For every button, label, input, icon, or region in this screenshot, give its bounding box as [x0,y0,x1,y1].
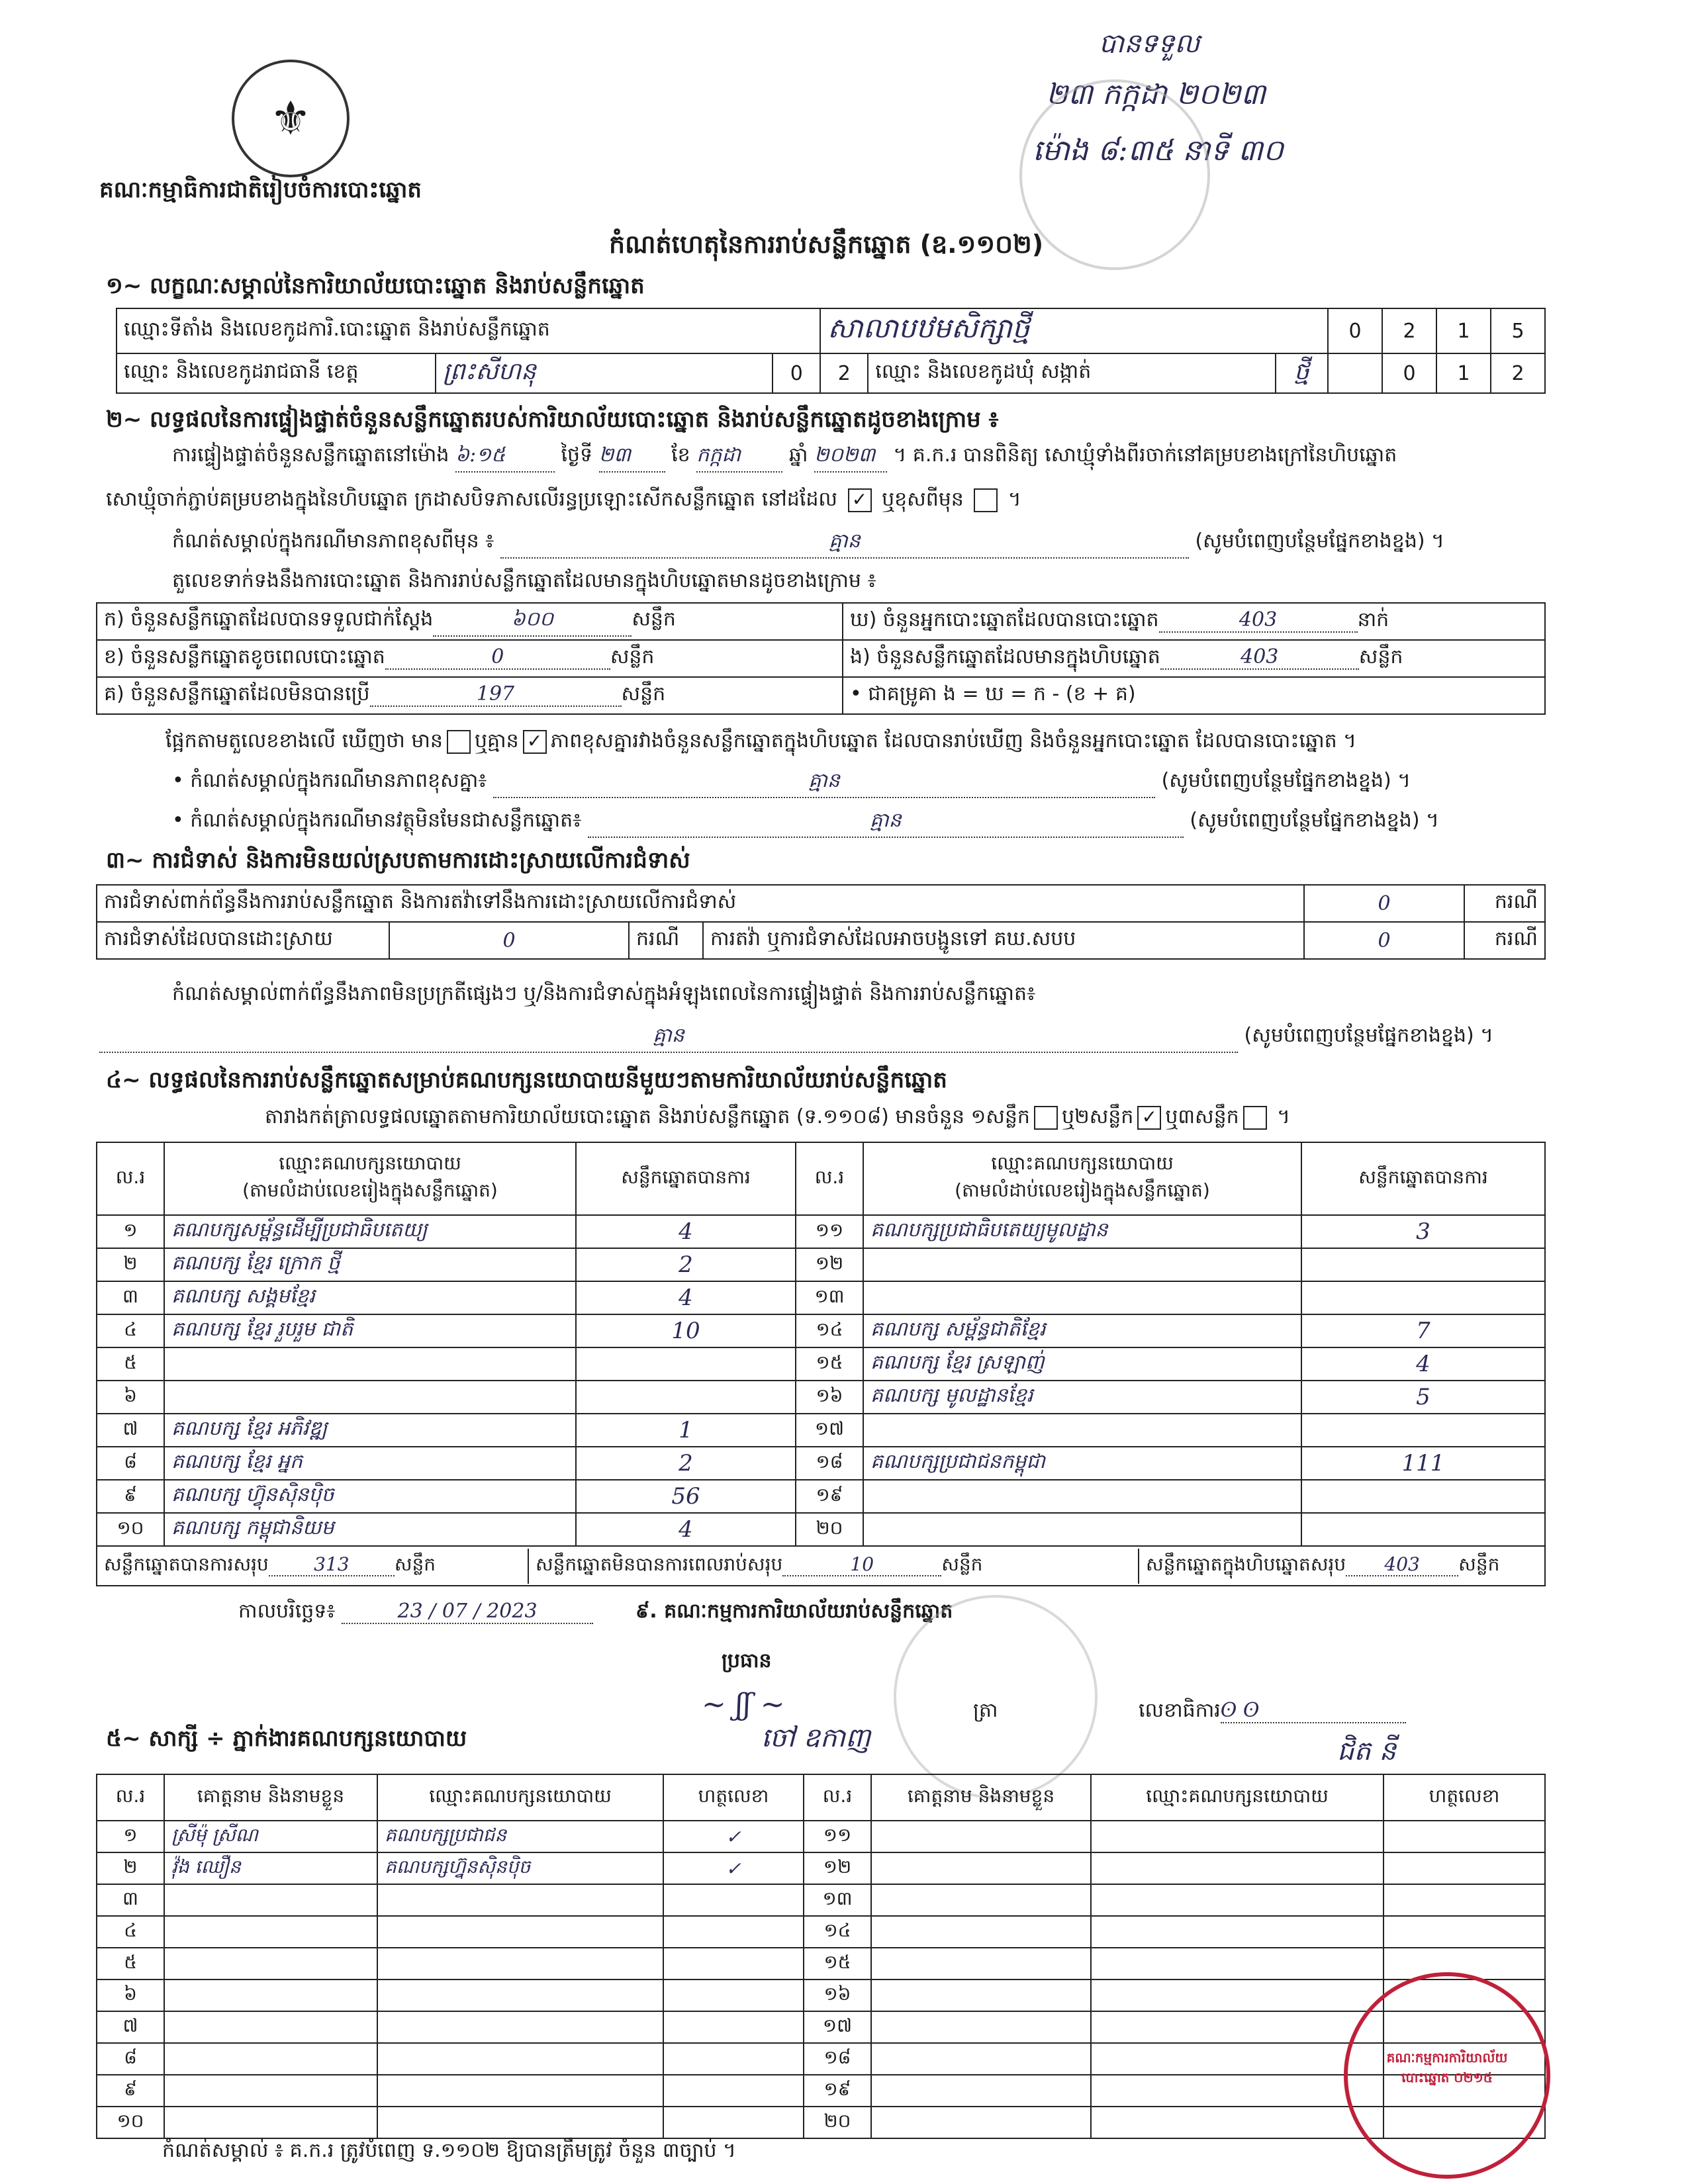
section2-title: ២~ លទ្ធផលនៃការផ្ទៀងផ្ទាត់ចំនួនសន្លឹកឆ្នោតរបស់ការិយាល័យបោះឆ្នោត និងរាប់សន្លឹកឆ្នោតដូចខាងក្រោម ៖ [106,406,999,433]
official-red-stamp: គណៈកម្មការការិយាល័យបោះឆ្នោត ០២១៥ [1344,1972,1550,2179]
row-number: ៦ [97,1979,164,2011]
witness-party [1091,1916,1383,1948]
party-votes [1301,1480,1545,1513]
unchanged-checkbox[interactable]: ✓ [848,488,872,512]
party-votes: 111 [1301,1447,1545,1480]
sheet-3-checkbox[interactable] [1243,1106,1267,1130]
witness-name [871,1821,1091,1852]
witness-party [377,2011,663,2043]
receipt-date: ២៣ កក្កដា ២០២៣ [1046,77,1266,111]
row-number: ៥ [97,1347,164,1381]
row-number: ៣ [97,1281,164,1314]
witness-name [164,1979,377,2011]
row-number: ៧ [97,2011,164,2043]
table-row [97,1314,1545,1347]
table-row [97,1884,1545,1916]
witness-signature [663,2075,804,2107]
witness-party [1091,1884,1383,1916]
witness-name [871,2011,1091,2043]
row-number: ៧ [97,1414,164,1447]
witness-party [1091,1852,1383,1884]
row-number: ១៧ [796,1414,863,1447]
party-votes: 5 [1301,1381,1545,1414]
witness-table: ល.រ គោត្តនាម និងនាមខ្លួន ឈ្មោះគណបក្សនយោបាយ ហត្ថលេខា ល.រ គោត្តនាម និងនាមខ្លួន ឈ្មោះគណបក្សនយោបាយ ហត្ថលេខា ១ ស្រីម៉ុ ស្រីណ គណបក្សប្រជាជន ✓ ១១ ២ វ៉ុង ឈឿន គណបក្សហ្វ៊ុនស៊ិនប៉ិច ✓ ១២ ៣ ១៣ ៤ ១៤ ៥ ១៥ ៦ ១៦ ៧ ១៧ ៨ ១៨ ៩ ១៩ ១០ ២០ [96,1774,1546,2139]
witness-party [377,1916,663,1948]
witness-party: គណបក្សប្រជាជន [377,1821,663,1852]
section2-para2: សោឃ្មុំចាក់ភ្ជាប់គម្របខាងក្នុងនៃហិបឆ្នោត ក្រដាសបិទភាសលើរន្ធប្រឡោះសើកសន្លឹកឆ្នោត នៅដដែល ✓ ឬខុសពីមុន ។ [106,488,1021,511]
witness-party [377,1884,663,1916]
witness-signature [663,2043,804,2075]
secretary-label: លេខាធិការʘ ʘ [1139,1698,1406,1727]
party-name [164,1381,576,1414]
witness-name: ស្រីម៉ុ ស្រីណ [164,1821,377,1852]
verify-day: ២៣ [599,442,665,473]
party-votes: 2 [576,1447,796,1480]
witness-signature [1383,1884,1545,1916]
complaints-table: ការជំទាស់ពាក់ព័ន្ធនឹងការរាប់សន្លឹកឆ្នោត និងការតវ៉ាទៅនឹងការដោះស្រាយលើការជំទាស់ 0 ករណី ការជំទាស់ដែលបានដោះស្រាយ 0 ករណី ការតវ៉ា ឬការជំទាស់ដែលអាចបង្ជូនទៅ គឃ.សបប 0 ករណី [96,884,1546,960]
totals-row: សន្លឹកឆ្នោតបានការសរុប 313 សន្លឹក សន្លឹកឆ្នោតមិនបានការពេលរាប់សរុប 10 សន្លឹក សន្លឹកឆ្នោតក្នុងហិបឆ្នោតសរុប 403 សន្លឹក [97,1546,1545,1586]
section4-title: ៤~ លទ្ធផលនៃការរាប់សន្លឹកឆ្នោតសម្រាប់គណបក្សនយោបាយនីមួយៗតាមការិយាល័យរាប់សន្លឹកឆ្នោត [106,1067,947,1093]
row-number: ១៨ [804,2043,871,2075]
complaint-label: ការជំទាស់ពាក់ព័ន្ធនឹងការរាប់សន្លឹកឆ្នោត និងការតវ៉ាទៅនឹងការដោះស្រាយលើការជំទាស់ [97,885,1304,922]
witness-name [871,1916,1091,1948]
witness-party [377,1979,663,2011]
party-name: គណបក្សសម្ព័ន្ធដើម្បីប្រជាធិបតេយ្យ [164,1215,576,1248]
row-number: ១៩ [804,2075,871,2107]
party-votes [1301,1414,1545,1447]
section2-para1: ការផ្ទៀងផ្ទាត់ចំនួនសន្លឹកឆ្នោតនៅម៉ោង ៦:១៥ ថ្ងៃទី ២៣ ខែ កក្កដា ឆ្នាំ ២០២៣ ។ គ.ក.រ បានពិនិត្យ សោឃ្មុំទាំងពីរចាក់នៅគម្របខាងក្រៅនៃហិបឆ្នោត [172,442,1556,473]
royal-emblem-icon: ⚜ [269,91,312,146]
referred-label: ការតវ៉ា ឬការជំទាស់ដែលអាចបង្ជូនទៅ គឃ.សបប [703,922,1304,959]
table-row [97,1215,1545,1248]
province-code-2: 2 [820,353,868,393]
difference-remark-field[interactable]: គ្មាន [493,768,1155,798]
table-row [97,1979,1545,2011]
party-name: គណបក្ស ហ៊្វុនស៊ិនប៉ិច [164,1480,576,1513]
row-number: ២០ [804,2107,871,2138]
party-name [863,1513,1301,1546]
section1-title: ១~ លក្ខណៈសម្គាល់នៃការិយាល័យបោះឆ្នោត និងរាប់សន្លឹកឆ្នោត [106,273,645,299]
count-row-1: ក) ចំនួនសន្លឹកឆ្នោតដែលបានទទួលជាក់ស្ដែង ៦០០ សន្លឹក [97,603,843,640]
table-row [97,2107,1545,2138]
sheet-2-checkbox[interactable]: ✓ [1137,1106,1161,1130]
commune-code-3: 2 [1491,353,1545,393]
witness-signature [1383,1821,1545,1852]
difference-note-field[interactable]: គ្មាន [500,528,1189,559]
party-name: គណបក្ស ខ្មែរ ក្រោក ថ្មី [164,1248,576,1281]
party-name: គណបក្ស ខ្មែរ រួបរួម ជាតិ [164,1314,576,1347]
row-number: ៨ [97,2043,164,2075]
counts-intro: តួលេខទាក់ទងនឹងការបោះឆ្នោត និងការរាប់សន្លឹកឆ្នោតដែលមានក្នុងហិបឆ្នោតមានដូចខាងក្រោម ៖ [172,569,876,592]
verify-time: ៦:១៥ [455,442,555,473]
counts-table [96,602,1546,715]
irregularity-remark-field[interactable]: គ្មាន [99,1023,1238,1053]
resolved-label: ការជំទាស់ដែលបានដោះស្រាយ [97,922,389,959]
row-number: ១ [97,1215,164,1248]
province-value: ព្រះសីហនុ [436,353,773,393]
row-number: ១៨ [796,1447,863,1480]
witness-party [1091,1979,1383,2011]
compare-line: ផ្អែកតាមតួលេខខាងលើ ឃើញថា មាន ឬគ្មាន ✓ ភាពខុសគ្នារវាងចំនួនសន្លឹកឆ្នោតក្នុងហិបឆ្នោត ដែលបានរាប់ឃើញ និងចំនួនអ្នកបោះឆ្នោត ដែលបានបោះឆ្នោត ។ [165,729,1356,752]
row-number: ១០ [97,2107,164,2138]
bullet1: • កំណត់សម្គាល់ក្នុងករណីមានភាពខុសគ្នា៖ គ្មាន (សូមបំពេញបន្ថែមផ្នែកខាងខ្នង) ។ [172,768,1411,798]
party-results-table: ល.រ ឈ្មោះគណបក្សនយោបាយ (តាមលំដាប់លេខរៀងក្នុងសន្លឹកឆ្នោត) សន្លឹកឆ្នោតបានការ ល.រ ឈ្មោះគណបក្សនយោបាយ (តាមលំដាប់លេខរៀងក្នុងសន្លឹកឆ្នោត) សន្លឹកឆ្នោតបានការ ១ គណបក្សសម្ព័ន្ធដើម្បីប្រជាធិបតេយ្យ 4 ១១ គណបក្សប្រជាធិបតេយ្យមូលដ្ឋាន 3 ២ គណបក្ស ខ្មែរ ក្រោក ថ្មី 2 ១២ ៣ គណបក្ស សង្គមខ្មែរ 4 ១៣ ៤ គណបក្ស ខ្មែរ រួបរួម ជាតិ 10 ១៤ គណបក្ស សម្ព័ន្ធជាតិខ្មែរ 7 ៥ ១៥ គណបក្ស ខ្មែរ ស្រឡាញ់ 4 ៦ ១៦ គណបក្ស មូលដ្ឋានខ្មែរ 5 ៧ គណបក្ស ខ្មែរ អភិវឌ្ឍ 1 ១៧ ៨ គណបក្ស ខ្មែរ អ្នក 2 ១៨ គណបក្សប្រជាជនកម្ពុជា 111 ៩ គណបក្ស ហ៊្វុនស៊ិនប៉ិច 56 ១៩ ១០ គណបក្ស កម្ពុជានិយម 4 ២០ សន្លឹកឆ្នោតបានការសរុប 313 សន្លឹក សន្លឹកឆ្នោតមិនបានការពេលរាប់សរុប 10 សន្លឹក សន្លឹកឆ្នោតក្នុងហិបឆ្នោតសរុប 403 សន្លឹក [96,1142,1546,1586]
witness-party [377,2043,663,2075]
party-name [164,1347,576,1381]
table-row [97,1513,1545,1546]
committee-name: គណៈកម្មាធិការជាតិរៀបចំការបោះឆ្នោត [99,177,422,203]
table-row [97,1852,1545,1884]
party-name: គណបក្ស កម្ពុជានិយម [164,1513,576,1546]
witness-signature [663,2011,804,2043]
province-label: ឈ្មោះ និងលេខកូដរាជធានី ខេត្ត [117,353,436,393]
witness-signature: ✓ [663,1821,804,1852]
commune-value: ថ្មី [1276,353,1328,393]
row-number: ១២ [804,1852,871,1884]
party-name [863,1414,1301,1447]
witness-name [164,2075,377,2107]
witness-signature [663,1979,804,2011]
party-votes [576,1381,796,1414]
count-row-2: ខ) ចំនួនសន្លឹកឆ្នោតខូចពេលបោះឆ្នោត 0 សន្លឹក [97,640,843,677]
section3-note-line: គ្មាន (សូមបំពេញបន្ថែមផ្នែកខាងខ្នង) ។ [99,1023,1493,1053]
referred-count: 0 [1304,922,1464,959]
row-number: ១៩ [796,1480,863,1513]
footer-note: កំណត់សម្គាល់ ៖ គ.ក.រ ត្រូវបំពេញ ទ.១១០២ ឱ្យបានត្រឹមត្រូវ ចំនួន ៣ច្បាប់ ។ [162,2139,736,2162]
received-stamp [1019,79,1210,270]
row-number: ៤ [97,1916,164,1948]
witness-name [871,1979,1091,2011]
party-name: គណបក្សប្រជាធិបតេយ្យមូលដ្ឋាន [863,1215,1301,1248]
commune-code-2: 1 [1436,353,1491,393]
witness-party [377,2107,663,2138]
count-row-2b: ង) ចំនួនសន្លឹកឆ្នោតដែលមានក្នុងហិបឆ្នោត 403 សន្លឹក [843,640,1545,677]
row-number: ៥ [97,1948,164,1979]
row-number: ៣ [97,1884,164,1916]
chair-seal-label: ត្រា [973,1699,998,1722]
table-row [97,1948,1545,1979]
party-votes: 56 [576,1480,796,1513]
receipt-time: ម៉ោង ៨:៣៥ នាទី ៣០ [1033,134,1284,167]
witness-party [1091,2043,1383,2075]
party-name: គណបក្ស ខ្មែរ អភិវឌ្ឍ [164,1414,576,1447]
row-number: ១៦ [796,1381,863,1414]
party-votes: 2 [576,1248,796,1281]
party-votes: 7 [1301,1314,1545,1347]
changed-checkbox[interactable] [974,488,998,512]
witness-party: គណបក្សហ្វ៊ុនស៊ិនប៉ិច [377,1852,663,1884]
row-number: ១៣ [804,1884,871,1916]
party-name: គណបក្ស ខ្មែរ ស្រឡាញ់ [863,1347,1301,1381]
row-number: ១៥ [804,1948,871,1979]
row-number: ៨ [97,1447,164,1480]
witness-party [1091,2107,1383,2138]
party-name [863,1281,1301,1314]
witness-signature [663,1884,804,1916]
table-row [97,1916,1545,1948]
resolved-count: 0 [389,922,629,959]
table-row [97,1281,1545,1314]
witness-signature [663,2107,804,2138]
formula: • ជាគម្រូគា ង = ឃ = ក - (ខ + គ) [843,677,1545,714]
witness-name [164,1916,377,1948]
party-votes: 10 [576,1314,796,1347]
chair-label: ប្រធាន [722,1649,772,1672]
witness-name [871,2107,1091,2138]
witness-signature: ✓ [663,1852,804,1884]
secretary-name: ជិត នី [1337,1736,1396,1766]
row-number: ២០ [796,1513,863,1546]
witness-name [164,2107,377,2138]
total-valid-votes: 313 [269,1553,395,1576]
row-number: ១៤ [804,1916,871,1948]
witness-name [871,1884,1091,1916]
table-row [97,2043,1545,2075]
witness-name [871,2075,1091,2107]
commune-label: ឈ្មោះ និងលេខកូដឃុំ សង្កាត់ [868,353,1275,393]
verify-year: ២០២៣ [814,442,887,473]
witness-signature [1383,1916,1545,1948]
witness-signature [663,1948,804,1979]
witness-name [871,1948,1091,1979]
party-name: គណបក្ស សម្ព័ន្ធជាតិខ្មែរ [863,1314,1301,1347]
section5-title: ៥~ សាក្សី ÷ ភ្នាក់ងារគណបក្សនយោបាយ [106,1725,467,1752]
no-difference-checkbox[interactable]: ✓ [523,730,547,754]
table-row [97,1447,1545,1480]
row-number: ១៦ [804,1979,871,2011]
party-votes [576,1347,796,1381]
row-number: ៦ [97,1381,164,1414]
count-row-3: គ) ចំនួនសន្លឹកឆ្នោតដែលមិនបានប្រើ 197 សន្លឹក [97,677,843,714]
row-number: ១២ [796,1248,863,1281]
party-name [863,1248,1301,1281]
witness-party [1091,1948,1383,1979]
commune-code-1: 0 [1382,353,1436,393]
station-code-1: 0 [1328,308,1382,353]
counting-committee: ៩. គណៈកម្មការការិយាល័យរាប់សន្លឹកឆ្នោត [635,1600,953,1623]
office-stamp-faded [894,1595,1098,1799]
station-code-4: 5 [1491,308,1545,353]
verify-month: កក្កដា [696,442,782,473]
section3-title: ៣~ ការជំទាស់ និងការមិនយល់ស្របតាមការដោះស្រាយលើការជំទាស់ [106,847,690,874]
bullet2: • កំណត់សម្គាល់ក្នុងករណីមានវត្ថុមិនមែនជាសន្លឹកឆ្នោត៖ គ្មាន (សូមបំពេញបន្ថែមផ្នែកខាងខ្នង) ។ [172,807,1439,838]
total-ballots-in-box: 403 [1346,1553,1458,1576]
table-row [97,1480,1545,1513]
province-code-1: 0 [773,353,820,393]
party-name [863,1480,1301,1513]
table-row [97,1347,1545,1381]
witness-name: វ៉ុង ឈឿន [164,1852,377,1884]
witness-name [871,1852,1091,1884]
witness-party [377,2075,663,2107]
station-code-2: 2 [1382,308,1436,353]
national-emblem [232,60,350,177]
row-number: ១៤ [796,1314,863,1347]
witness-party [1091,1821,1383,1852]
row-number: ១១ [804,1821,871,1852]
has-difference-checkbox[interactable] [447,730,471,754]
party-votes: 4 [576,1281,796,1314]
party-votes [1301,1513,1545,1546]
form-title: កំណត់ហេតុនៃការរាប់សន្លឹកឆ្នោត (ឧ.១១០២) [609,230,1044,259]
station-table [116,308,1546,394]
section2-note: កំណត់សម្គាល់ក្នុងករណីមានភាពខុសពីមុន ៖ គ្មាន (សូមបំពេញបន្ថែមផ្នែកខាងខ្នង) ។ [172,528,1444,559]
party-votes: 4 [576,1513,796,1546]
row-number: ១០ [97,1513,164,1546]
row-number: ១៥ [796,1347,863,1381]
row-number: ៤ [97,1314,164,1347]
witness-party [1091,2075,1383,2107]
party-name: គណបក្ស មូលដ្ឋានខ្មែរ [863,1381,1301,1414]
signing-date: កាលបរិច្ឆេទ៖ 23 / 07 / 2023 [238,1598,593,1627]
witness-name [164,2011,377,2043]
party-votes [1301,1281,1545,1314]
witness-signature [1383,1852,1545,1884]
party-votes: 4 [1301,1347,1545,1381]
party-name: គណបក្ស សង្គមខ្មែរ [164,1281,576,1314]
table-row [97,2075,1545,2107]
party-votes: 1 [576,1414,796,1447]
chair-name: ចៅ ឧកាញ [761,1723,871,1753]
row-number: ១ [97,1821,164,1852]
sheet-1-checkbox[interactable] [1034,1106,1058,1130]
party-name: គណបក្ស ខ្មែរ អ្នក [164,1447,576,1480]
row-number: ១៧ [804,2011,871,2043]
witness-name [164,1884,377,1916]
count-row-1b: ឃ) ចំនួនអ្នកបោះឆ្នោតដែលបានបោះឆ្នោត 403 នាក់ [843,603,1545,640]
foreign-object-remark-field[interactable]: គ្មាន [588,807,1184,838]
witness-party [377,1948,663,1979]
station-label: ឈ្មោះទីតាំង និងលេខកូដការិ.បោះឆ្នោត និងរាប់សន្លឹកឆ្នោត [117,308,820,353]
row-number: ២ [97,1852,164,1884]
station-value: សាលាបឋមសិក្សាថ្មី [820,308,1328,353]
total-invalid-votes: 10 [782,1553,941,1576]
row-number: ២ [97,1248,164,1281]
party-votes [1301,1248,1545,1281]
table-row [97,1414,1545,1447]
section4-intro: តារាងកត់ត្រាលទ្ធផលឆ្នោតតាមការិយាល័យបោះឆ្នោត និងរាប់សន្លឹកឆ្នោត (ទ.១១០៨) មានចំនួន ១សន្លឹក ឬ២សន្លឹក ✓ ឬ៣សន្លឹក ។ [265,1105,1290,1128]
secretary-signature: ʘ ʘ [1221,1699,1406,1723]
table-row [97,1821,1545,1852]
witness-name [164,1948,377,1979]
witness-signature [663,1916,804,1948]
receipt-note: បានទទួល [1099,28,1200,59]
table-row [97,2011,1545,2043]
witness-name [164,2043,377,2075]
witness-name [871,2043,1091,2075]
party-votes: 3 [1301,1215,1545,1248]
party-votes: 4 [576,1215,796,1248]
party-name: គណបក្សប្រជាជនកម្ពុជា [863,1447,1301,1480]
section3-note: កំណត់សម្គាល់ពាក់ព័ន្ធនឹងភាពមិនប្រក្រតីផ្សេងៗ ឬ/និងការជំទាស់ក្នុងអំឡុងពេលនៃការផ្ទៀងផ្ទាត់ និងការរាប់សន្លឹកឆ្នោត៖ [172,982,1036,1005]
chair-signature: ~ ʃʃ ~ [702,1688,785,1721]
complaint-count: 0 [1304,885,1464,922]
station-code-3: 1 [1436,308,1491,353]
table-row [97,1381,1545,1414]
signing-date-value: 23 / 07 / 2023 [342,1600,593,1624]
row-number: ៩ [97,1480,164,1513]
witness-party [1091,2011,1383,2043]
table-row [97,1248,1545,1281]
row-number: ៩ [97,2075,164,2107]
row-number: ១៣ [796,1281,863,1314]
row-number: ១១ [796,1215,863,1248]
